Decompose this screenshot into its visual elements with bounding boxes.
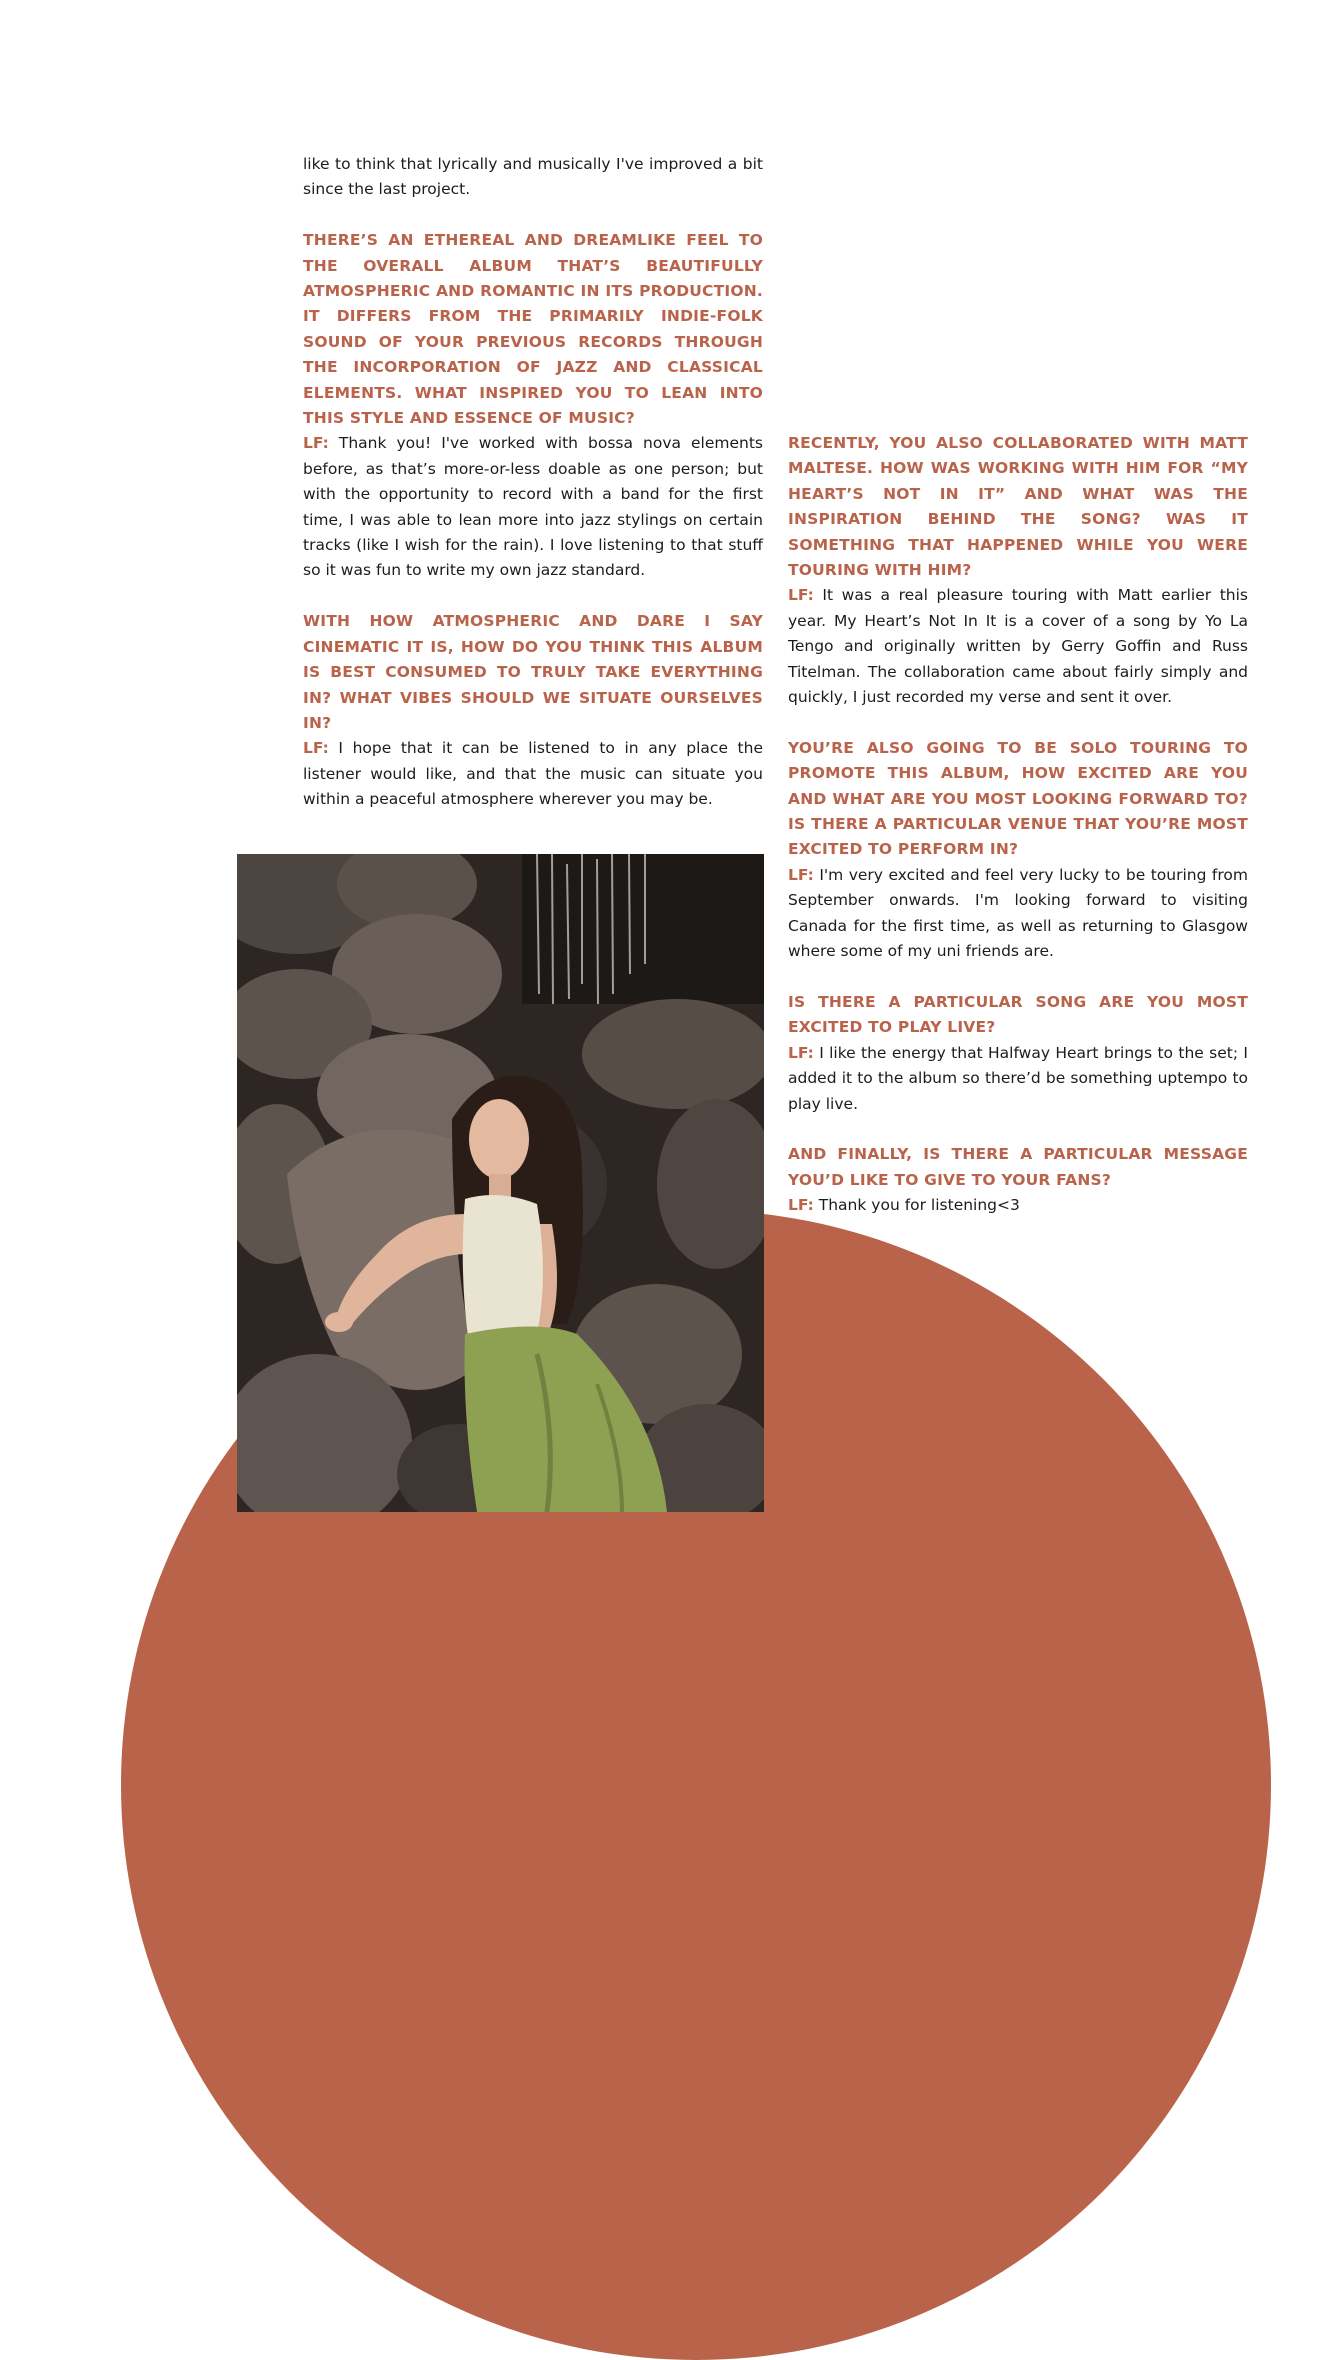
speaker-label: LF: [788,1196,814,1215]
speaker-label: LF: [788,865,814,884]
answer-text: Thank you for listening<3 [818,1196,1020,1215]
question-message-to-fans: AND FINALLY, IS THERE A PARTICULAR MESSAGE YOU’D LIKE TO GIVE TO YOUR FANS? [788,1145,1248,1189]
speaker-label: LF: [788,586,814,605]
answer-text: I'm very excited and feel very lucky to be touring from September onwards. I'm looking forward to visiting Canada for the first time, as well as returning to Glasgow where some of my uni friends are. [788,865,1248,961]
speaker-label: LF: [303,739,329,758]
answer-text: I hope that it can be listened to in any place the listener would like, and that the music can situate you within a peaceful atmosphere wherever you may be. [303,739,763,809]
answer-text: Thank you! I've worked with bossa nova elements before, as that’s more-or-less doable as one person; but with the opportunity to record with a band for the first time, I was able to lean more into jazz stylings on certain tracks (like I wish for the rain). I love listening to that stuff so it was fun to write my own jazz standard. [303,434,763,580]
question-matt-maltese: RECENTLY, YOU ALSO COLLABORATED WITH MATT MALTESE. HOW WAS WORKING WITH HIM FOR “MY HEART’S NOT IN IT” AND WHAT WAS THE INSPIRATION BEHIND THE SONG? WAS IT SOMETHING THAT HAPPENED WHILE YOU WERE TOURING WITH HIM? [788,434,1248,580]
speaker-label: LF: [303,434,329,453]
question-live-song: IS THERE A PARTICULAR SONG ARE YOU MOST EXCITED TO PLAY LIVE? [788,992,1248,1037]
intro-paragraph: like to think that lyrically and musically I've improved a bit since the last project. [303,155,763,199]
left-text-column [303,152,763,813]
answer-text: It was a real pleasure touring with Matt earlier this year. My Heart’s Not In It is a cover of a song by Yo La Tengo and originally written by Gerry Goffin and Russ Titelman. The collaboration came about fairly simply and quickly, I just recorded my verse and sent it over. [788,586,1248,707]
answer-text: I like the energy that Halfway Heart brings to the set; I added it to the album so there’d be something uptempo to play live. [788,1043,1248,1113]
right-text-column [788,431,1248,1219]
answer-matt-maltese [788,583,1248,710]
question-solo-tour: YOU’RE ALSO GOING TO BE SOLO TOURING TO PROMOTE THIS ALBUM, HOW EXCITED ARE YOU AND WHAT ARE YOU MOST LOOKING FORWARD TO? IS THERE A PARTICULAR VENUE THAT YOU’RE MOST EXCITED TO PERFORM IN? [788,738,1248,859]
answer-message-to-fans [788,1193,1248,1218]
answer-solo-tour [788,863,1248,965]
question-album-style: THERE’S AN ETHEREAL AND DREAMLIKE FEEL TO THE OVERALL ALBUM THAT’S BEAUTIFULLY ATMOSPHERIC AND ROMANTIC IN ITS PRODUCTION. IT DIFFERS FROM THE PRIMARILY INDIE-FOLK SOUND OF YOUR PREVIOUS RECORDS THROUGH THE INCORPORATION OF JAZZ AND CLASSICAL ELEMENTS. WHAT INSPIRED YOU TO LEAN INTO THIS STYLE AND ESSENCE OF MUSIC? [303,231,763,428]
artist-photo-illustration [237,854,764,1512]
question-listening-vibes: WITH HOW ATMOSPHERIC AND DARE I SAY CINEMATIC IT IS, HOW DO YOU THINK THIS ALBUM IS BEST CONSUMED TO TRULY TAKE EVERYTHING IN? WHAT VIBES SHOULD WE SITUATE OURSELVES IN? [303,612,763,732]
artist-photo [237,854,764,1512]
answer-live-song [788,1041,1248,1117]
answer-listening-vibes [303,736,763,812]
answer-album-style [303,431,763,583]
speaker-label: LF: [788,1043,814,1062]
